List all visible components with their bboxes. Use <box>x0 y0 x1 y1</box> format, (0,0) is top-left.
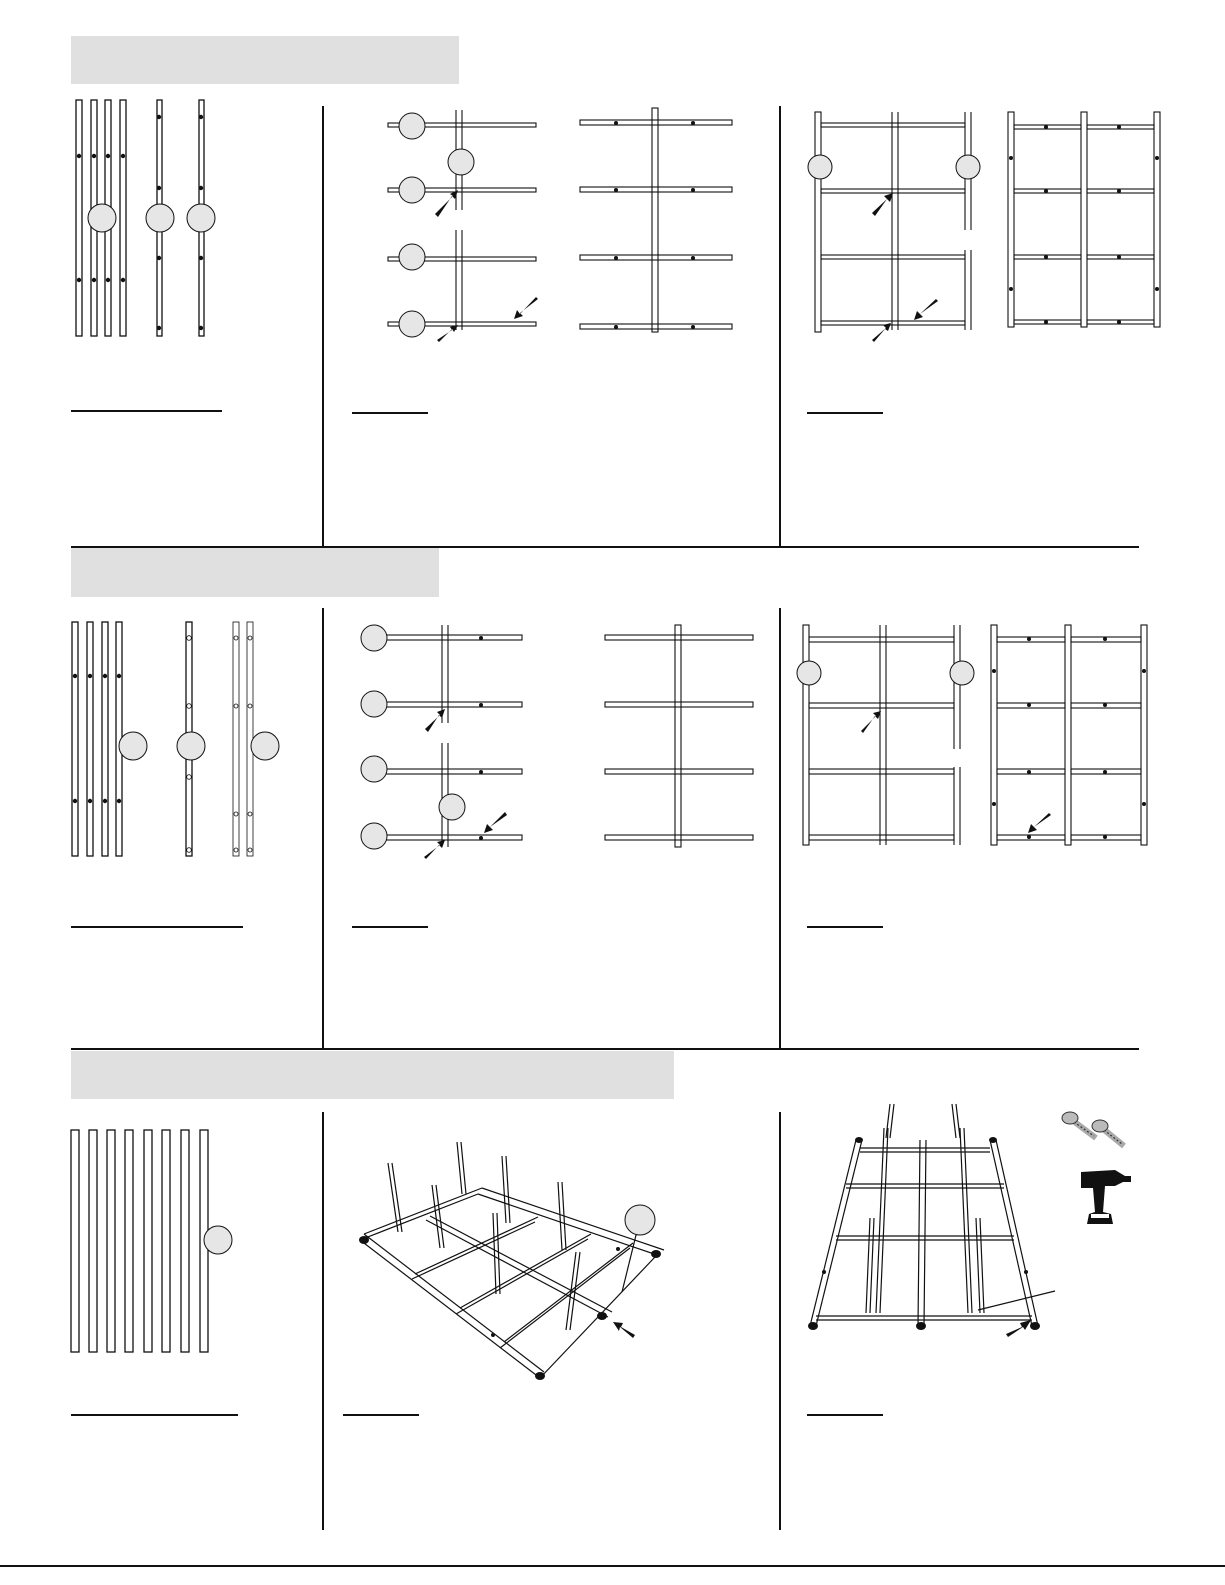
section-2-step-a-caption-underline <box>352 926 428 928</box>
section-1-parts-caption-underline <box>71 410 222 412</box>
section-3-step-a-diagram <box>350 1130 670 1400</box>
section-3-divider-2 <box>779 1112 781 1530</box>
section-2-parts-caption-underline <box>71 926 243 928</box>
power-drill-icon <box>1075 1164 1135 1228</box>
section-3-step-b-caption-underline <box>807 1414 883 1416</box>
section-3-step-a-caption-underline <box>343 1414 419 1416</box>
section-2-step-b-caption-underline <box>807 926 883 928</box>
section-1-parts-diagram <box>60 90 310 350</box>
section-1-step-a-caption-underline <box>352 412 428 414</box>
section-1-step-a-diagram <box>380 100 760 350</box>
section-1-step-b-caption-underline <box>807 412 883 414</box>
section-2-divider-2 <box>779 608 781 1048</box>
section-1-banner <box>71 36 459 84</box>
section-2-step-a-diagram <box>355 615 765 860</box>
section-2-parts-diagram <box>60 610 310 870</box>
section-2-bottom-rule <box>71 1048 1139 1050</box>
page-bottom-rule <box>0 1565 1225 1567</box>
screw-icon <box>1058 1106 1138 1156</box>
section-3-parts-diagram <box>60 1120 260 1370</box>
section-3-parts-caption-underline <box>71 1414 238 1416</box>
section-1-step-b-diagram <box>805 100 1175 350</box>
section-2-banner <box>71 548 439 597</box>
section-3-step-b-diagram <box>800 1098 1070 1348</box>
section-2-step-b-diagram <box>795 615 1165 860</box>
section-3-banner <box>71 1051 674 1099</box>
section-1-divider-2 <box>779 106 781 547</box>
section-3-divider-1 <box>322 1112 324 1530</box>
section-2-divider-1 <box>322 608 324 1048</box>
section-1-divider-1 <box>322 106 324 547</box>
